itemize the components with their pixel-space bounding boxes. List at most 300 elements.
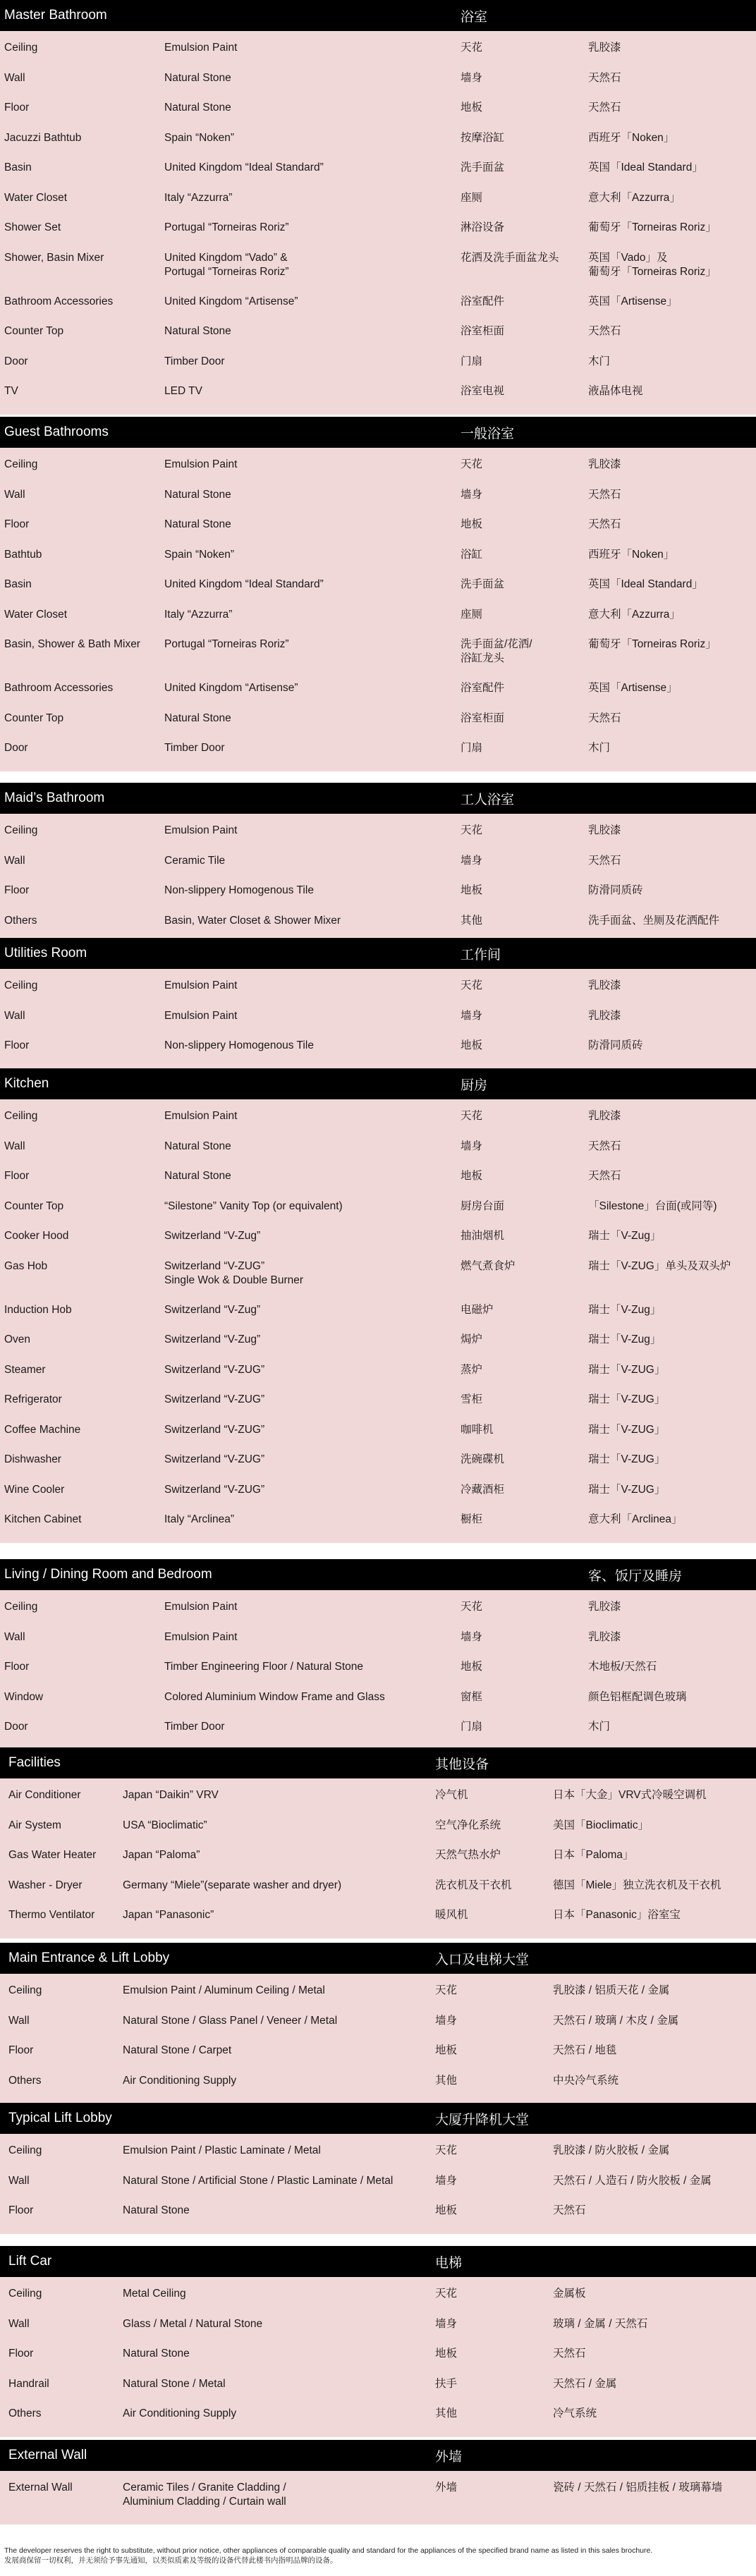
spec-row [0,1625,756,1655]
section-title-cn: 电梯 [435,2255,463,2271]
item-cn: 墙身 [461,854,483,867]
spec-cn: 天然石 / 玻璃 / 木皮 / 金属 [553,2014,679,2027]
item-en: Wine Cooler [4,1483,65,1496]
spec-rows [0,1590,756,1750]
item-en: Bathroom Accessories [4,295,114,307]
item-cn: 天花 [461,1601,483,1613]
section-master [0,0,756,415]
item-en: Ceiling [4,1110,38,1122]
item-en: Handrail [8,2377,49,2390]
spec-cn: 木门 [588,355,611,367]
spec-en: Air Conditioning Supply [123,2407,237,2419]
spec-row [0,1654,756,1685]
spec-en: Spain “Noken” [164,131,235,144]
spec-row [0,1387,756,1417]
item-cn: 燃气煮食炉 [461,1259,516,1272]
spec-en: LED TV [164,385,202,397]
spec-row [0,512,756,542]
spec-cn: 天然石 [553,2348,586,2360]
item-en: Oven [4,1333,31,1345]
spec-en: Metal Ceiling [123,2288,186,2300]
spec-row [0,2401,756,2431]
item-cn: 空气净化系统 [435,1819,501,1831]
spec-row [0,1873,756,1903]
item-cn: 洗手面盆/花洒/ 浴缸龙头 [461,638,532,664]
section-title-cn: 其他设备 [435,1757,489,1772]
item-cn: 暖风机 [435,1909,468,1921]
spec-row [0,2341,756,2371]
item-cn: 厨房台面 [461,1200,505,1212]
section-header [0,0,756,31]
spec-row [0,349,756,379]
spec-row [0,185,756,216]
spec-cn: 金属板 [553,2288,586,2300]
spec-cn: 瑞士「V-Zug」 [588,1303,662,1316]
item-en: Ceiling [4,824,38,836]
spec-cn: 颜色铝框配调色玻璃 [588,1690,687,1703]
spec-cn: 乳胶漆 [588,979,621,991]
item-cn: 淋浴设备 [461,221,505,233]
spec-en: Switzerland “V-ZUG” [164,1423,265,1436]
item-en: Floor [4,1661,30,1673]
item-en: Wall [4,1009,25,1022]
section-header [0,417,756,448]
spec-row [0,878,756,908]
section-guest [0,417,756,771]
item-en: Kitchen Cabinet [4,1513,82,1525]
spec-row [0,1813,756,1843]
disclaimer [4,2546,752,2565]
section-header [0,2103,756,2134]
section-title-en: Utilities Room [4,946,87,960]
spec-cn: 防滑同质砖 [588,884,643,896]
spec-en: Emulsion Paint [164,1110,238,1122]
item-en: Ceiling [8,2144,42,2156]
spec-cn: 木门 [588,1721,611,1733]
item-cn: 天花 [435,2288,458,2300]
item-en: Shower, Basin Mixer [4,251,104,264]
spec-row [0,1978,756,2008]
spec-en: Portugal “Torneiras Roriz” [164,221,289,233]
spec-row [0,1327,756,1357]
item-en: Wall [8,2317,30,2330]
spec-cn: 玻璃 / 金属 / 天然石 [553,2317,648,2330]
spec-row [0,706,756,736]
item-cn: 地板 [461,884,483,896]
section-title-en: Master Bathroom [4,8,107,23]
section-title-en: Main Entrance & Lift Lobby [8,1951,170,1965]
spec-cn: 葡萄牙「Torneiras Roriz」 [588,638,717,650]
item-cn: 外墙 [435,2482,458,2493]
spec-en: Emulsion Paint [164,1009,238,1022]
item-cn: 抽油烟机 [461,1230,505,1242]
spec-cn: 天然石 / 人造石 / 防火胶板 / 金属 [553,2174,712,2187]
spec-cn: 天然石 [588,712,621,724]
spec-row [0,126,756,156]
spec-row [0,1357,756,1388]
item-en: Others [8,2074,42,2087]
spec-cn: 英国「Artisense」 [588,295,678,307]
section-header [0,2440,756,2471]
spec-en: Natural Stone [164,325,231,337]
spec-en: Colored Aluminium Window Frame and Glass [164,1690,385,1703]
item-cn: 浴室电视 [461,385,505,397]
spec-cn: 天然石 [588,1170,621,1182]
spec-row [0,319,756,349]
spec-cn: 中央冷气系统 [553,2074,619,2087]
item-cn: 门扇 [461,1721,483,1733]
spec-en: Switzerland “V-Zug” [164,1333,261,1345]
spec-cn: 日本「大金」VRV式冷暖空调机 [553,1789,707,1801]
spec-en: Germany “Miele”(separate washer and dryer) [123,1879,342,1891]
spec-cn: 意大利「Arclinea」 [588,1513,683,1525]
item-en: Floor [4,1170,30,1182]
item-cn: 地板 [461,1039,483,1051]
spec-row [0,1594,756,1625]
item-cn: 洗碗碟机 [461,1453,505,1465]
item-en: TV [4,385,18,397]
spec-row [0,215,756,245]
item-cn: 扶手 [435,2377,458,2390]
item-cn: 墙身 [435,2014,458,2027]
item-cn: 其他 [461,914,483,927]
item-cn: 洗衣机及干衣机 [435,1879,512,1891]
spec-row [0,155,756,185]
spec-en: Emulsion Paint [164,979,238,991]
section-kitchen [0,1068,756,1543]
spec-row [0,572,756,602]
disclaimer-cn: 发展商保留一切权利，并无须给予事先通知，以类似质素及等级的设备代替此楼书内指明品牌的设备。 [4,2556,338,2565]
spec-en: Emulsion Paint [164,42,238,54]
section-header [0,938,756,969]
spec-en: Natural Stone / Glass Panel / Veneer / Metal [123,2014,338,2027]
item-en: Refrigerator [4,1393,62,1405]
item-cn: 按摩浴缸 [461,131,505,144]
section-title-en: Lift Car [8,2254,52,2269]
spec-en: Ceramic Tile [164,854,226,867]
spec-cn: 乳胶漆 [588,1009,621,1022]
item-en: Door [4,355,28,367]
item-en: Thermo Ventilator [8,1909,95,1921]
item-cn: 天花 [461,42,483,54]
item-cn: 天然气热水炉 [435,1849,501,1861]
spec-row [0,1417,756,1448]
item-en: Floor [4,1039,30,1051]
spec-row [0,66,756,96]
spec-en: Natural Stone [164,102,231,114]
item-en: Window [4,1690,44,1703]
item-cn: 地板 [461,1170,483,1182]
item-en: Wall [4,854,25,867]
spec-cn: 瑞士「V-ZUG」 [588,1453,666,1465]
item-en: Floor [4,518,30,530]
spec-cn: 德国「Miele」独立洗衣机及干衣机 [553,1879,721,1891]
item-en: Gas Water Heater [8,1849,97,1861]
item-en: Ceiling [4,1601,38,1613]
spec-en: Italy “Azzurra” [164,608,233,621]
spec-cn: 西班牙「Noken」 [588,131,675,144]
section-external [0,2440,756,2525]
item-en: Gas Hob [4,1259,48,1272]
item-cn: 地板 [461,518,483,530]
spec-rows [0,2134,756,2234]
item-en: Wall [4,71,25,84]
spec-cn: 西班牙「Noken」 [588,548,675,561]
spec-en: Italy “Arclinea” [164,1513,235,1525]
spec-row [0,1903,756,1933]
item-cn: 墙身 [461,1009,483,1022]
item-cn: 蒸炉 [461,1363,483,1376]
spec-row [0,1714,756,1745]
item-cn: 浴室柜面 [461,712,505,724]
item-cn: 电磁炉 [461,1303,494,1316]
spec-row [0,2168,756,2199]
item-en: Water Closet [4,608,68,621]
item-cn: 冷气机 [435,1789,468,1801]
spec-row [0,379,756,409]
spec-en: Emulsion Paint [164,1630,238,1643]
spec-rows [0,1974,756,2104]
spec-cn: 乳胶漆 [588,1601,621,1613]
section-title-cn: 大厦升降机大堂 [435,2112,530,2128]
item-cn: 洗手面盆 [461,578,505,590]
spec-en: United Kingdom “Vado” & Portugal “Torneiras Roriz” [164,251,289,278]
spec-row [0,452,756,482]
spec-cn: 日本「Panasonic」浴室宝 [553,1909,681,1921]
item-cn: 地板 [435,2204,458,2216]
spec-en: Emulsion Paint [164,458,238,470]
item-cn: 地板 [435,2348,458,2360]
item-en: Door [4,742,28,754]
item-en: Wall [8,2014,30,2027]
spec-cn: 「Silestone」台面(或同等) [588,1200,717,1212]
spec-row [0,973,756,1003]
section-title-cn: 工人浴室 [461,792,515,807]
spec-cn: 乳胶漆 [588,42,621,54]
spec-row [0,818,756,848]
section-entrance [0,1943,756,2104]
spec-en: Glass / Metal / Natural Stone [123,2317,263,2330]
item-cn: 天花 [435,1984,458,1996]
spec-en: Emulsion Paint [164,824,238,836]
spec-en: United Kingdom “Ideal Standard” [164,161,324,173]
spec-en: Switzerland “V-ZUG” [164,1363,265,1376]
spec-rows [0,1778,756,1939]
item-cn: 咖啡机 [461,1423,494,1436]
spec-row [0,95,756,126]
item-en: Others [8,2407,42,2419]
spec-row [0,1033,756,1063]
spec-en: Emulsion Paint [164,1601,238,1613]
spec-row [0,1223,756,1254]
spec-en: Natural Stone / Artificial Stone / Plastic Laminate / Metal [123,2174,394,2187]
item-cn: 雪柜 [461,1393,483,1405]
spec-cn: 乳胶漆 [588,458,621,470]
spec-en: Italy “Azzurra” [164,191,233,204]
spec-row [0,2281,756,2312]
spec-row [0,1134,756,1164]
item-en: Air System [8,1819,61,1831]
spec-en: Switzerland “V-Zug” [164,1303,261,1316]
spec-cn: 瑞士「V-Zug」 [588,1230,662,1242]
spec-en: Natural Stone [123,2204,190,2216]
spec-row [0,908,756,939]
spec-en: United Kingdom “Artisense” [164,295,298,307]
item-en: Ceiling [8,1984,42,1996]
spec-row [0,542,756,573]
section-title-en: Facilities [8,1755,61,1770]
spec-cn: 天然石 [553,2204,586,2216]
item-en: Basin [4,161,32,173]
spec-cn: 天然石 [588,325,621,337]
spec-cn: 乳胶漆 [588,824,621,836]
spec-row [0,1447,756,1477]
spec-en: Non-slippery Homogenous Tile [164,884,314,896]
spec-en: Natural Stone [164,1140,231,1152]
section-header [0,2246,756,2277]
section-typical [0,2103,756,2234]
spec-row [0,245,756,289]
spec-row [0,2068,756,2099]
item-en: Basin, Shower & Bath Mixer [4,638,140,650]
item-cn: 地板 [461,1661,483,1673]
item-cn: 墙身 [461,488,483,501]
item-en: Floor [4,884,30,896]
spec-en: USA “Bioclimatic” [123,1819,207,1831]
spec-row [0,735,756,766]
item-en: Wall [4,488,25,501]
spec-cn: 天然石 [588,71,621,84]
spec-row [0,1003,756,1034]
section-title-en: Kitchen [4,1076,49,1091]
item-en: Air Conditioner [8,1789,81,1801]
section-maid [0,783,756,944]
item-en: Ceiling [4,42,38,54]
item-cn: 冷藏酒柜 [461,1483,505,1496]
spec-row [0,2371,756,2402]
spec-cn: 天然石 [588,488,621,501]
spec-row [0,676,756,706]
item-cn: 浴缸 [461,548,483,561]
spec-row [0,2008,756,2039]
spec-en: Japan “Panasonic” [123,1909,214,1921]
spec-en: Switzerland “V-ZUG” [164,1453,265,1465]
spec-cn: 瑞士「V-ZUG」 [588,1363,666,1376]
section-title-cn: 厨房 [461,1078,488,1093]
section-title-cn: 入口及电梯大堂 [435,1952,530,1967]
spec-cn: 英国「Ideal Standard」 [588,578,703,590]
spec-en: Switzerland “V-ZUG” [164,1393,265,1405]
spec-cn: 瑞士「V-ZUG」单头及双头炉 [588,1259,731,1272]
spec-cn: 木地板/天然石 [588,1661,657,1673]
item-cn: 墙身 [461,71,483,84]
item-cn: 天花 [461,458,483,470]
item-cn: 座厕 [461,608,483,621]
spec-en: United Kingdom “Artisense” [164,682,298,694]
spec-row [0,1254,756,1298]
item-cn: 橱柜 [461,1513,483,1525]
section-title-en: External Wall [8,2448,87,2462]
item-en: Basin [4,578,32,590]
section-liftcar [0,2246,756,2437]
item-en: Floor [8,2348,34,2360]
spec-cn: 瑞士「V-ZUG」 [588,1483,666,1496]
spec-en: “Silestone” Vanity Top (or equivalent) [164,1200,343,1212]
spec-cn: 美国「Bioclimatic」 [553,1819,650,1831]
spec-row [0,1783,756,1813]
spec-row [0,2138,756,2168]
item-en: Ceiling [4,979,38,991]
item-cn: 窗框 [461,1690,483,1703]
spec-row [0,289,756,319]
spec-en: Ceramic Tiles / Granite Cladding / Aluminium Cladding / Curtain wall [123,2482,286,2508]
section-facilities [0,1747,756,1939]
spec-cn: 液晶体电视 [588,385,643,397]
spec-cn: 防滑同质砖 [588,1039,643,1051]
spec-row [0,1507,756,1537]
item-cn: 墙身 [435,2317,458,2330]
spec-cn: 天然石 / 地毯 [553,2044,617,2056]
item-en: Counter Top [4,325,64,337]
section-living [0,1559,756,1750]
spec-cn: 天然石 [588,1140,621,1152]
disclaimer-en: The developer reserves the right to substitute, without prior notice, other appliances of comparable quality and standard for the appliances of the specified brand name as listed in this sales brochure. [4,2546,653,2555]
item-en: Counter Top [4,712,64,724]
spec-row [0,1477,756,1508]
spec-cn: 木门 [588,742,611,754]
spec-rows [0,2471,756,2525]
item-en: Floor [8,2204,34,2216]
spec-cn: 日本「Paloma」 [553,1849,634,1861]
spec-en: Natural Stone / Metal [123,2377,226,2390]
spec-row [0,482,756,513]
item-cn: 地板 [461,102,483,114]
spec-en: Timber Door [164,742,225,754]
item-cn: 洗手面盆 [461,161,505,173]
section-header [0,1559,756,1590]
section-utilities [0,938,756,1069]
spec-en: Timber Door [164,1721,225,1733]
item-cn: 天花 [461,824,483,836]
item-en: Counter Top [4,1200,64,1212]
spec-en: Natural Stone [164,488,231,501]
spec-en: Natural Stone [164,518,231,530]
item-en: Ceiling [8,2288,42,2300]
spec-row [0,1194,756,1224]
section-title-cn: 一般浴室 [461,426,515,441]
spec-en: Portugal “Torneiras Roriz” [164,638,289,650]
spec-cn: 英国「Vado」及 葡萄牙「Torneiras Roriz」 [588,251,717,278]
section-title-en: Living / Dining Room and Bedroom [4,1567,212,1582]
item-en: Floor [8,2044,34,2056]
item-cn: 浴室配件 [461,682,505,694]
spec-rows [0,1099,756,1543]
item-en: Door [4,1721,28,1733]
spec-cn: 乳胶漆 / 防火胶板 / 金属 [553,2144,670,2156]
item-en: Others [4,914,37,927]
section-title-cn: 外墙 [435,2449,463,2465]
section-header [0,1747,756,1778]
spec-cn: 意大利「Azzurra」 [588,608,681,621]
spec-row [0,848,756,879]
spec-cn: 乳胶漆 [588,1110,621,1122]
spec-en: Timber Door [164,355,225,367]
item-cn: 门扇 [461,355,483,367]
item-en: Dishwasher [4,1453,61,1465]
spec-cn: 洗手面盆、坐厕及花洒配件 [588,914,720,927]
section-title-cn: 浴室 [461,9,488,25]
spec-cn: 瑞士「V-ZUG」 [588,1393,666,1405]
